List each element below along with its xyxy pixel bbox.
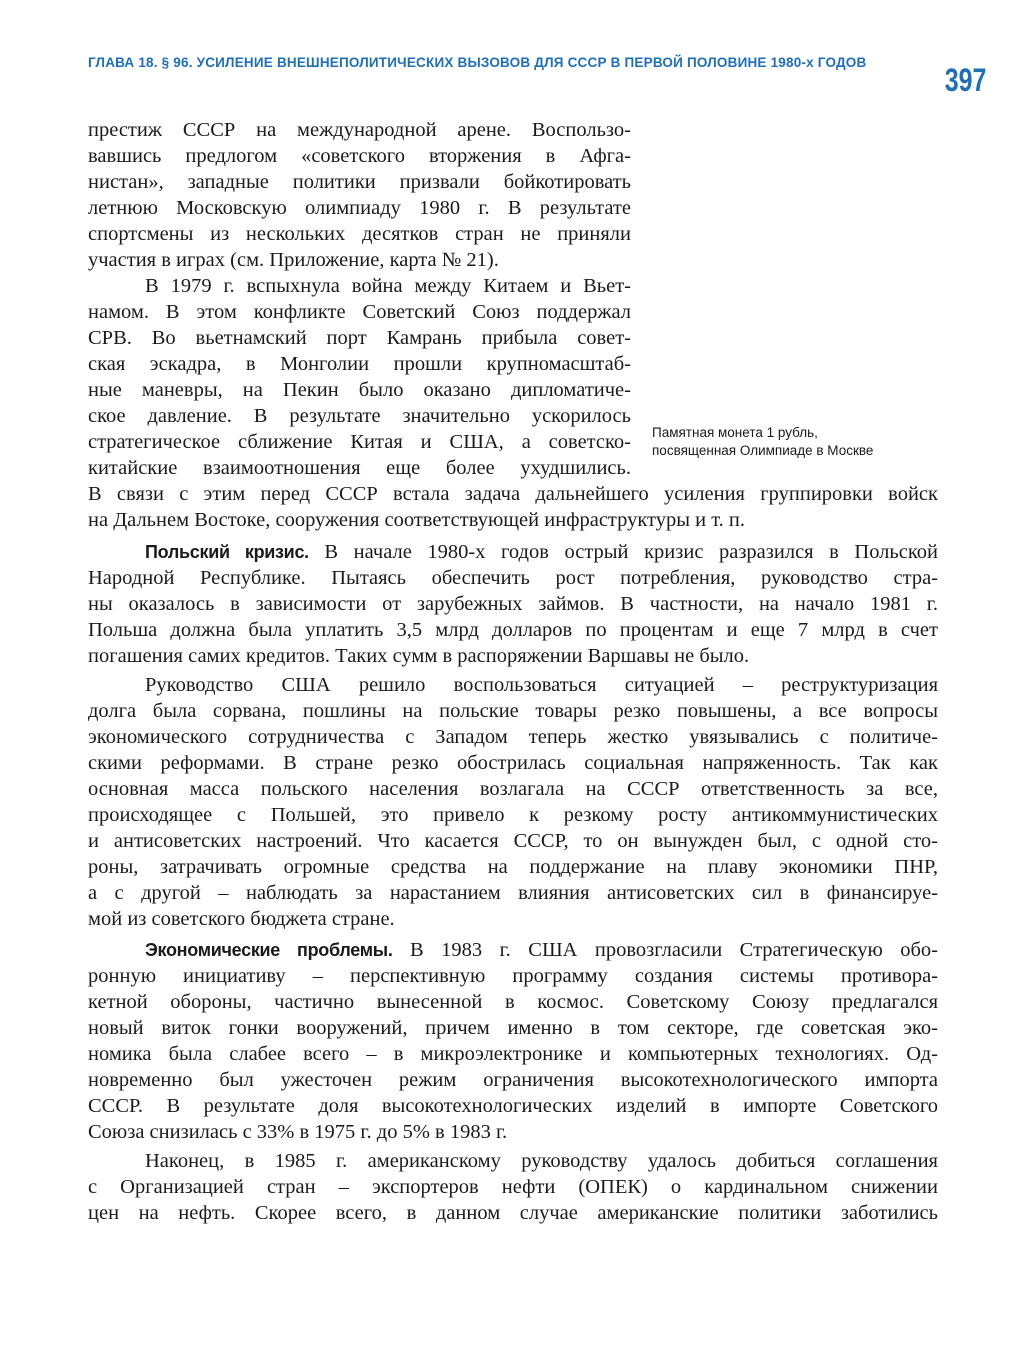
text-line: престиж СССР на международной арене. Воспользо-	[88, 119, 631, 141]
text-line: нистан», западные политики призвали бойкотировать	[88, 171, 631, 193]
text-line: ское давление. В результате значительно ускорилось	[88, 405, 631, 427]
text-line: ные маневры, на Пекин было оказано дипломатиче-	[88, 379, 631, 401]
text-line: летнюю Московскую олимпиаду 1980 г. В результате	[88, 197, 631, 219]
text-line: экономического сотрудничества с Западом теперь жестко увязывались с политиче-	[88, 726, 938, 748]
text-line: стратегическое сближение Китая и США, а советско-	[88, 431, 631, 453]
text-line: Союза снизилась с 33% в 1975 г. до 5% в 1983 г.	[88, 1121, 508, 1143]
text-line: новый виток гонки вооружений, причем именно в том секторе, где советская эко-	[88, 1017, 938, 1039]
text-line: Руководство США решило воспользоваться ситуацией – реструктуризация	[145, 674, 938, 696]
text-line: ская эскадра, в Монголии прошли крупномасштаб-	[88, 353, 631, 375]
text-line: В связи с этим перед СССР встала задача дальнейшего усиления группировки войск	[88, 483, 938, 505]
text-line: Польша должна была уплатить 3,5 млрд долларов по процентам и еще 7 млрд в счет	[88, 619, 938, 641]
text-line	[88, 539, 938, 565]
text-line: а с другой – наблюдать за нарастанием влияния антисоветских сил в финансируе-	[88, 882, 938, 904]
text-line: номика была слабее всего – в микроэлектронике и компьютерных технологиях. Од-	[88, 1043, 938, 1065]
text-line	[88, 937, 938, 963]
text-line: с Организацией стран – экспортеров нефти (ОПЕК) о кардинальном снижении	[88, 1176, 938, 1198]
text-line: происходящее с Польшей, это привело к резкому росту антикоммунистических	[88, 804, 938, 826]
section-heading-economic-problems: Экономические проблемы.	[145, 940, 393, 960]
text-line: ронную инициативу – перспективную программу создания системы противора-	[88, 965, 938, 987]
text-line: Народной Республике. Пытаясь обеспечить рост потребления, руководство стра-	[88, 567, 938, 589]
caption-line: посвященная Олимпиаде в Москве	[652, 443, 874, 458]
text-line: участия в играх (см. Приложение, карта № 21).	[88, 249, 499, 271]
text-line: новременно был ужесточен режим ограничения высокотехнологического импорта	[88, 1069, 938, 1091]
text-line: на Дальнем Востоке, сооружения соответствующей инфраструктуры и т. п.	[88, 509, 746, 531]
text-line: Наконец, в 1985 г. американскому руководству удалось добиться соглашения	[145, 1150, 938, 1172]
text-line: мой из советского бюджета стране.	[88, 908, 395, 930]
running-head: ГЛАВА 18. § 96. УСИЛЕНИЕ ВНЕШНЕПОЛИТИЧЕСКИХ ВЫЗОВОВ ДЛЯ СССР В ПЕРВОЙ ПОЛОВИНЕ 1980-х ГОДОВ	[88, 55, 867, 70]
text-line: В 1979 г. вспыхнула война между Китаем и Вьет-	[145, 275, 631, 297]
text-line-content: В 1983 г. США провозгласили Стратегическую обо-	[410, 939, 938, 961]
text-line: долга была сорвана, пошлины на польские товары резко повышены, а все вопросы	[88, 700, 938, 722]
text-line: СССР. В результате доля высокотехнологических изделий в импорте Советского	[88, 1095, 938, 1117]
text-line: намом. В этом конфликте Советский Союз поддержал	[88, 301, 631, 323]
caption-line: Памятная монета 1 рубль,	[652, 425, 818, 440]
text-line: кетной обороны, частично вынесенной в космос. Советскому Союзу предлагался	[88, 991, 938, 1013]
text-line: основная масса польского населения возлагала на СССР ответственность за все,	[88, 778, 938, 800]
text-line: и антисоветских настроений. Что касается СССР, то он вынужден был, с одной сто-	[88, 830, 938, 852]
text-line: цен на нефть. Скорее всего, в данном случае американские политики заботились	[88, 1202, 938, 1224]
text-line-content: В начале 1980-х годов острый кризис разразился в Польской	[324, 541, 938, 563]
text-line: скими реформами. В стране резко обострилась социальная напряженность. Так как	[88, 752, 938, 774]
text-line: погашения самих кредитов. Таких сумм в распоряжении Варшавы не было.	[88, 645, 750, 667]
text-line: спортсмены из нескольких десятков стран не приняли	[88, 223, 631, 245]
text-line: СРВ. Во вьетнамский порт Камрань прибыла совет-	[88, 327, 631, 349]
text-line: роны, затрачивать огромные средства на поддержание на плаву экономики ПНР,	[88, 856, 938, 878]
page-number: 397	[944, 62, 986, 98]
text-line: ны оказалось в зависимости от зарубежных займов. В частности, на начало 1981 г.	[88, 593, 938, 615]
text-line: китайские взаимоотношения еще более ухудшились.	[88, 457, 631, 479]
text-line: вавшись предлогом «советского вторжения в Афга-	[88, 145, 631, 167]
figure-caption	[652, 424, 873, 460]
section-heading-polish-crisis: Польский кризис.	[145, 542, 309, 562]
